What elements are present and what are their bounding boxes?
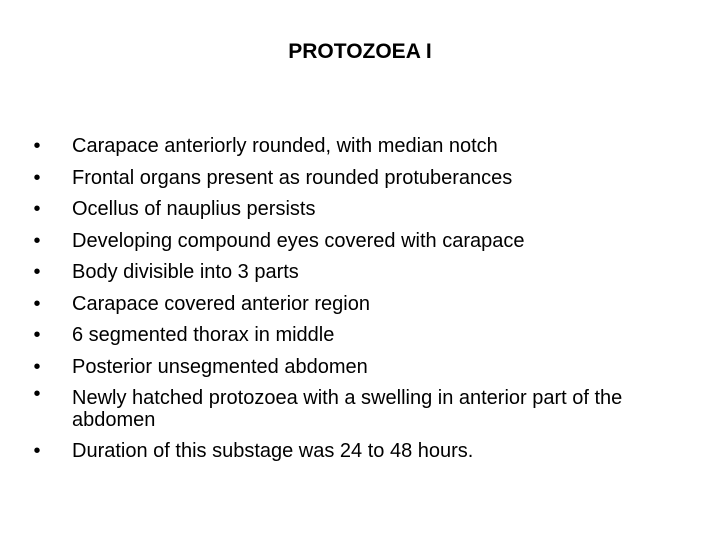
bullet-dot: • — [33, 383, 41, 405]
bullet-item — [30, 131, 700, 163]
bullet-item — [30, 257, 700, 289]
bullet-text: Body divisible into 3 parts — [72, 261, 299, 283]
bullet-item — [30, 436, 700, 468]
bullet-text: Developing compound eyes covered with carapace — [72, 229, 525, 252]
bullet-dot: • — [33, 166, 41, 189]
bullet-item — [30, 320, 700, 352]
bullet-dot: • — [33, 440, 41, 462]
bullet-list — [30, 131, 700, 468]
bullet-text: Ocellus of nauplius persists — [72, 198, 316, 220]
bullet-dot: • — [33, 355, 41, 378]
bullet-text: Carapace anteriorly rounded, with median notch — [72, 135, 498, 157]
bullet-item — [30, 163, 700, 195]
bullet-dot: • — [33, 229, 41, 252]
bullet-item — [30, 289, 700, 321]
slide-title: PROTOZOEA I — [288, 40, 432, 63]
bullet-dot: • — [33, 324, 41, 346]
bullet-dot: • — [33, 135, 41, 157]
bullet-item — [30, 352, 700, 384]
bullet-text: Newly hatched protozoea with a swelling in anterior part of the abdomen — [72, 387, 623, 431]
bullet-text: 6 segmented thorax in middle — [72, 324, 335, 346]
bullet-text: Posterior unsegmented abdomen — [72, 355, 368, 378]
bullet-dot: • — [33, 198, 41, 220]
bullet-text: Carapace covered anterior region — [72, 292, 370, 315]
bullet-item — [30, 226, 700, 258]
bullet-text: Frontal organs present as rounded protuberances — [72, 166, 513, 189]
bullet-item — [30, 194, 700, 226]
bullet-dot: • — [33, 261, 41, 283]
bullet-item — [30, 383, 700, 436]
bullet-text: Duration of this substage was 24 to 48 hours. — [72, 440, 474, 462]
bullet-dot: • — [33, 292, 41, 315]
